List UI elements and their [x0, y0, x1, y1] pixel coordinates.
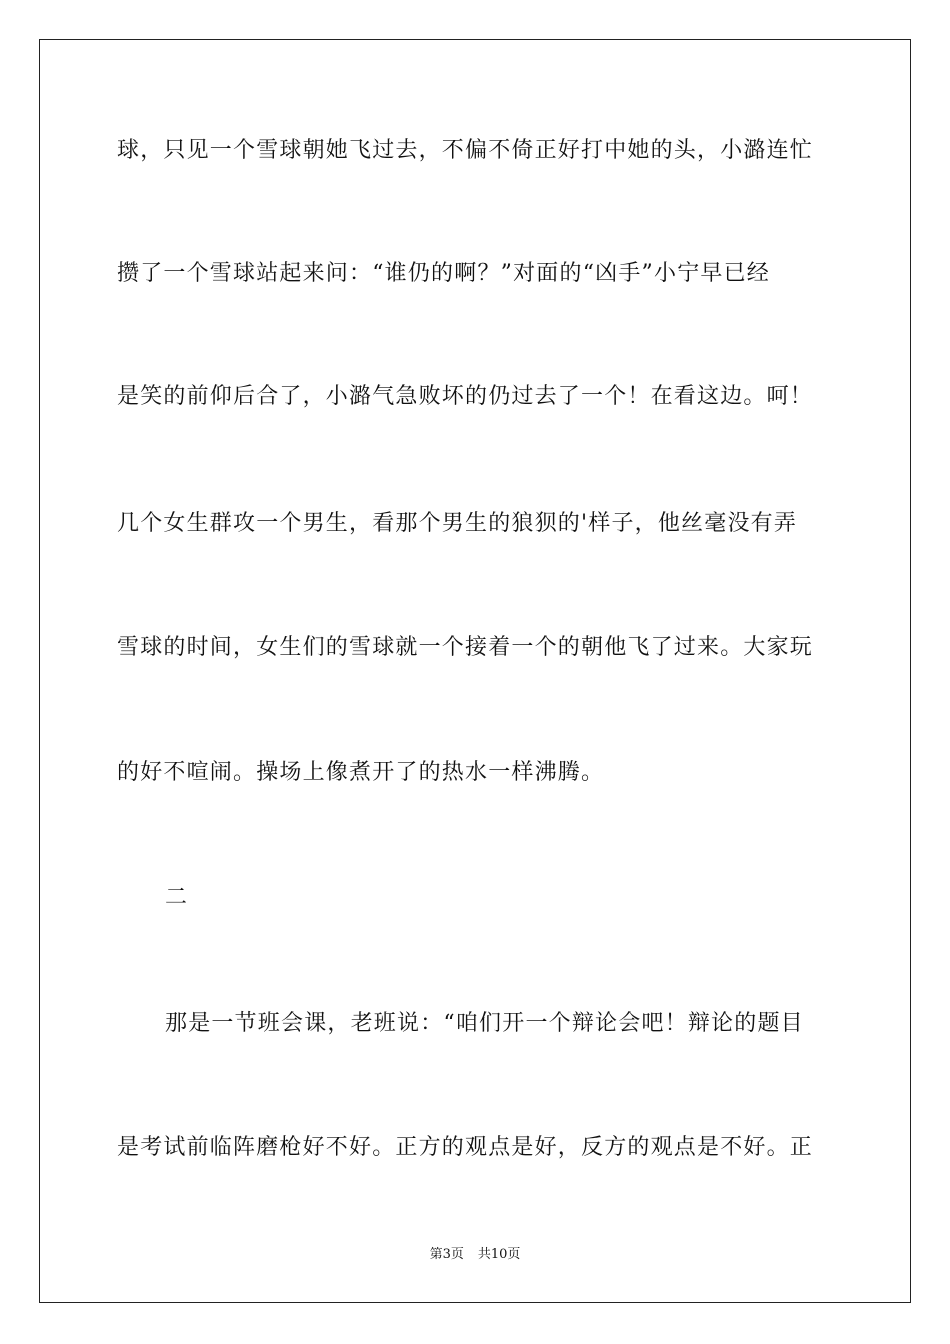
page-number: 第3页: [429, 1247, 464, 1262]
text-line-5: 雪球的时间，女生们的雪球就一个接着一个的朝他飞了过来。大家玩: [117, 635, 814, 660]
text-line-4: 几个女生群攻一个男生，看那个男生的狼狈的'样子，他丝毫没有弄: [117, 511, 798, 536]
page-footer: [0, 1246, 950, 1264]
page-total: 共10页: [477, 1247, 521, 1262]
page-border: [39, 39, 911, 1303]
section-heading: 二: [165, 885, 189, 910]
text-line-9: 是考试前临阵磨枪好不好。正方的观点是好，反方的观点是不好。正: [117, 1135, 814, 1160]
text-line-6: 的好不喧闹。操场上像煮开了的热水一样沸腾。: [117, 760, 605, 785]
text-line-8: 那是一节班会课，老班说：“咱们开一个辩论会吧！辩论的题目: [165, 1011, 804, 1036]
text-line-1: 球，只见一个雪球朝她飞过去，不偏不倚正好打中她的头，小潞连忙: [117, 138, 814, 163]
text-line-3: 是笑的前仰后合了，小潞气急败坏的仍过去了一个！在看这边。呵！: [117, 384, 814, 409]
text-line-2: 攒了一个雪球站起来问：“谁仍的啊？”对面的“凶手”小宁早已经: [117, 261, 770, 286]
